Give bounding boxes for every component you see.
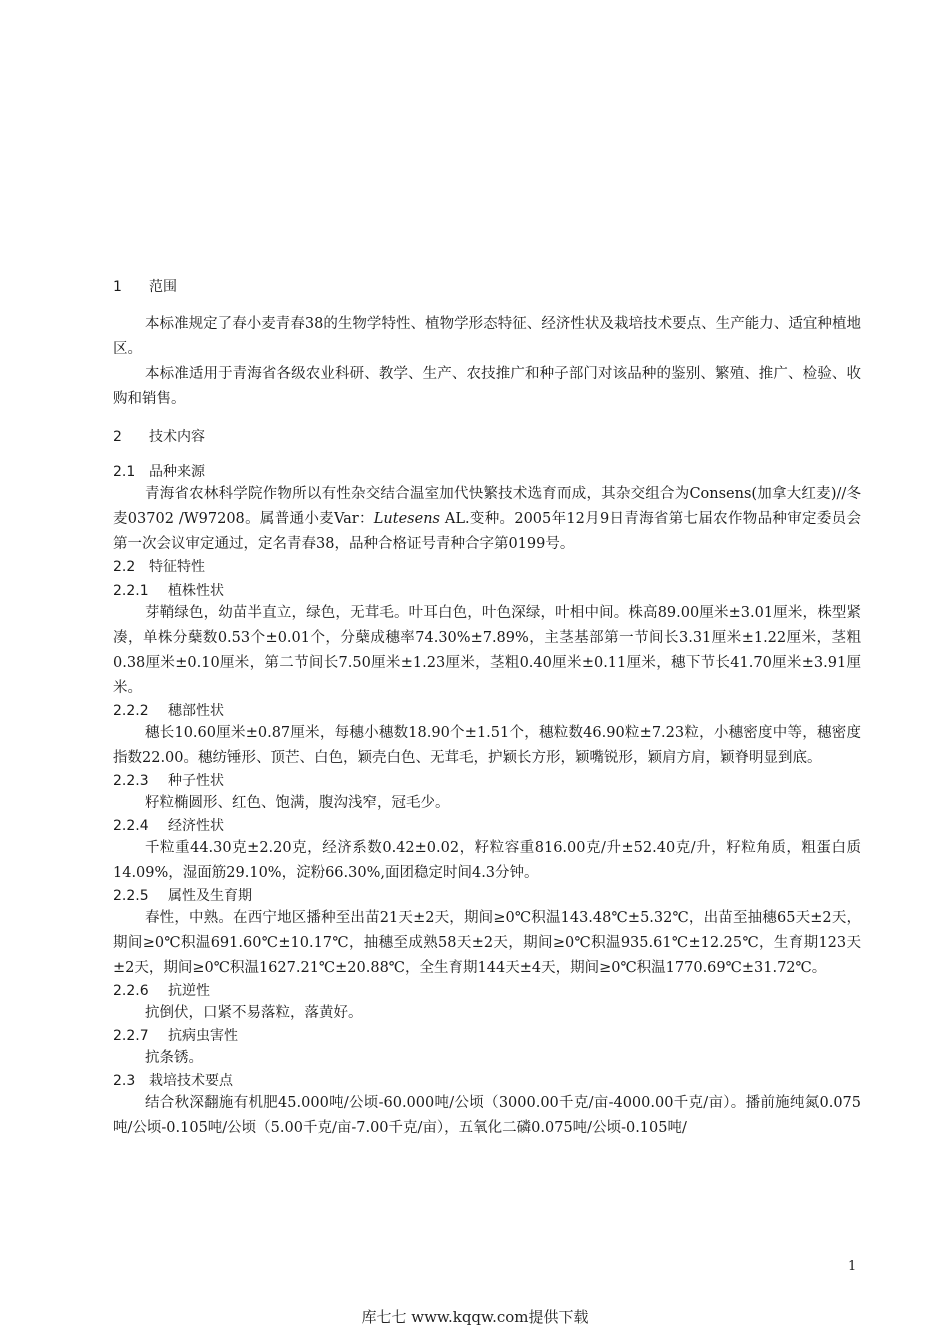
paragraph: 春性，中熟。在西宁地区播种至出苗21天±2天，期间≥0℃积温143.48℃±5.32℃，出苗至抽穗65天±2天，期间≥0℃积温691.60℃±10.17℃，抽穗至成熟58天±2天，期间≥0℃积温935.61℃±12.25℃，生育期123天±2天，期间≥0℃积温1627.21℃±20.88℃，全生育期144天±4天，期间≥0℃积温1770.69℃±31.72℃。 [113, 910, 861, 976]
document-body [113, 276, 861, 1141]
paragraph: 本标准适用于青海省各级农业科研、教学、生产、农技推广和种子部门对该品种的鉴别、繁殖、推广、检验、收购和销售。 [113, 366, 861, 407]
subsection-heading: 2.2.5 属性及生育期 [113, 888, 252, 904]
paragraph: 抗倒伏，口紧不易落粒，落黄好。 [145, 1005, 363, 1021]
subsection-heading: 2.1 品种来源 [113, 464, 205, 480]
subsection-heading: 2.2.2 穗部性状 [113, 703, 224, 719]
paragraph: 青海省农林科学院作物所以有性杂交结合温室加代快繁技术选育而成，其杂交组合为Consens(加拿大红麦)//冬麦03702 /W97208。属普通小麦Var：Lutesens AL.变种。2005年12月9日青海省第七届农作物品种审定委员会第一次会议审定通过，定名青春38，品种合格证号青种合字第0199号。 [113, 486, 861, 552]
paragraph: 结合秋深翻施有机肥45.000吨/公顷-60.000吨/公顷（3000.00千克/亩-4000.00千克/亩）。播前施纯氮0.075吨/公顷-0.105吨/公顷（5.00千克/亩-7.00千克/亩），五氧化二磷0.075吨/公顷-0.105吨/ [113, 1095, 861, 1136]
section-heading: 1 范围 [113, 279, 177, 295]
paragraph: 抗条锈。 [145, 1050, 203, 1066]
subsection-heading: 2.3 栽培技术要点 [113, 1073, 233, 1089]
section-heading: 2 技术内容 [113, 429, 205, 445]
subsection-heading: 2.2.3 种子性状 [113, 773, 224, 789]
footer-watermark: 库七七 www.kqqw.com提供下载 [361, 1308, 589, 1326]
page-number: 1 [848, 1259, 857, 1274]
paragraph: 芽鞘绿色，幼苗半直立，绿色，无茸毛。叶耳白色，叶色深绿，叶相中间。株高89.00厘米±3.01厘米，株型紧凑，单株分蘖数0.53个±0.01个，分蘖成穗率74.30%±7.89%，主茎基部第一节间长3.31厘米±1.22厘米，茎粗0.38厘米±0.10厘米，第二节间长7.50厘米±1.23厘米，茎粗0.40厘米±0.11厘米，穗下节长41.70厘米±3.91厘米。 [113, 605, 861, 696]
subsection-heading: 2.2.4 经济性状 [113, 818, 224, 834]
paragraph: 籽粒椭圆形、红色、饱满，腹沟浅窄，冠毛少。 [145, 795, 450, 811]
subsection-heading: 2.2.7 抗病虫害性 [113, 1028, 238, 1044]
paragraph: 穗长10.60厘米±0.87厘米，每穗小穗数18.90个±1.51个，穗粒数46.90粒±7.23粒，小穗密度中等，穗密度指数22.00。穗纺锤形、顶芒、白色，颖壳白色、无茸毛，护颖长方形，颖嘴锐形，颖肩方肩，颖脊明显到底。 [113, 725, 861, 766]
subsection-heading: 2.2.1 植株性状 [113, 583, 224, 599]
subsection-heading: 2.2.6 抗逆性 [113, 983, 210, 999]
subsection-heading: 2.2 特征特性 [113, 559, 205, 575]
paragraph: 本标准规定了春小麦青春38的生物学特性、植物学形态特征、经济性状及栽培技术要点、生产能力、适宜种植地区。 [113, 316, 861, 357]
paragraph: 千粒重44.30克±2.20克，经济系数0.42±0.02，籽粒容重816.00克/升±52.40克/升，籽粒角质，粗蛋白质14.09%，湿面筋29.10%，淀粉66.30%,面团稳定时间4.3分钟。 [113, 840, 861, 881]
